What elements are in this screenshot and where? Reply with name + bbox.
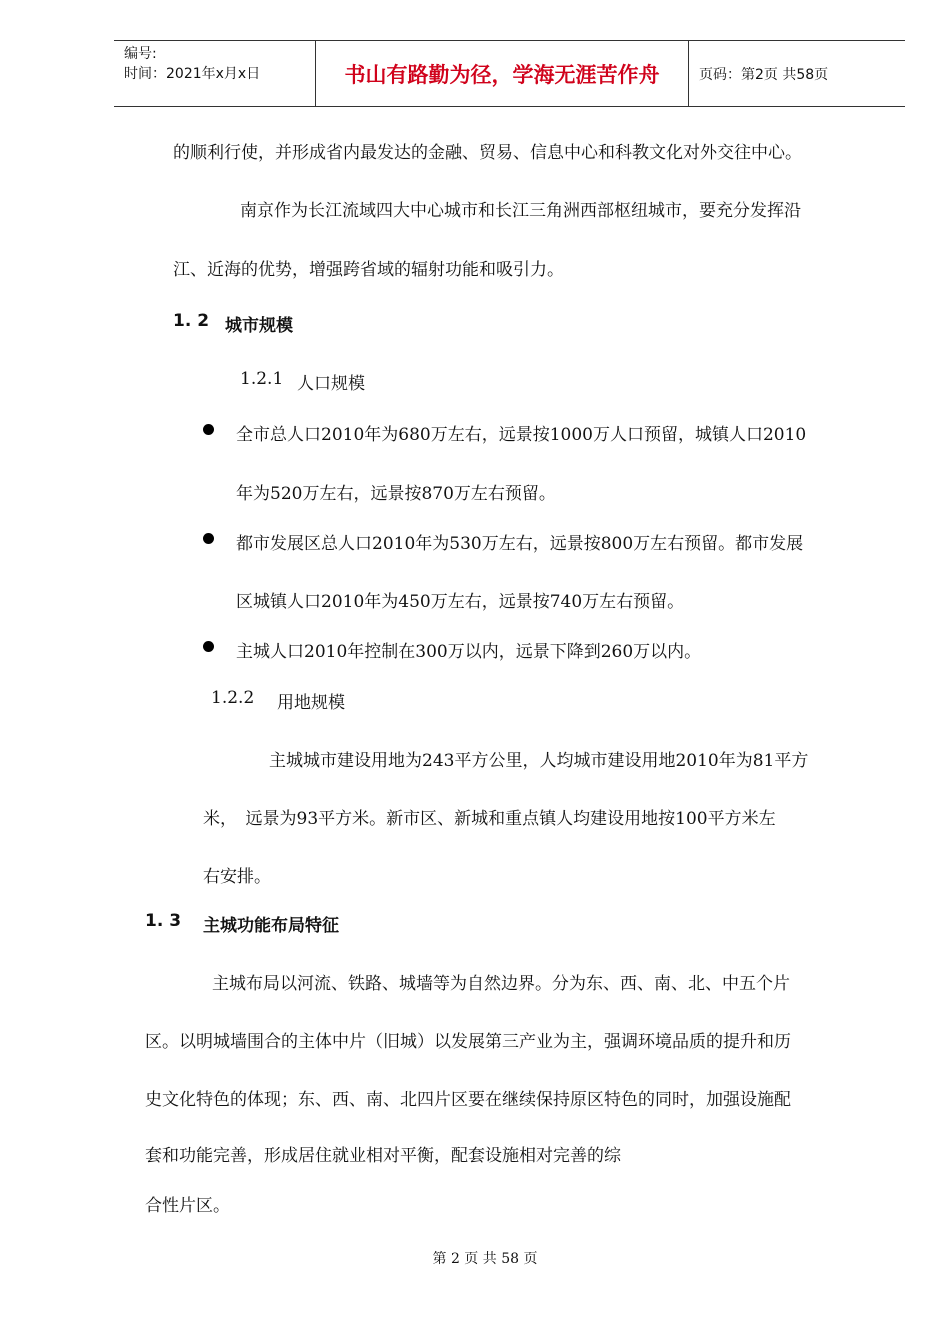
header-motto: 书山有路勤为径，学海无涯苦作舟 bbox=[316, 41, 689, 106]
paragraph-line: 主城城市建设用地为243平方公里，人均城市建设用地2010年为81平方 bbox=[269, 751, 809, 771]
bullet-line: 全市总人口2010年为680万左右，远景按1000万人口预留，城镇人口2010 bbox=[236, 425, 807, 445]
paragraph-line: 南京作为长江流域四大中心城市和长江三角洲西部枢纽城市，要充分发挥沿 bbox=[240, 201, 801, 221]
paragraph-line: 右安排。 bbox=[203, 867, 271, 887]
section-title: 主城功能布局特征 bbox=[203, 916, 339, 936]
header-page-info: 页码：第2页 共58页 bbox=[699, 66, 829, 83]
bullet-icon bbox=[203, 641, 214, 652]
subsection-title: 用地规模 bbox=[277, 693, 345, 713]
paragraph-line: 米， 远景为93平方米。新市区、新城和重点镇人均建设用地按100平方米左 bbox=[203, 809, 776, 829]
paragraph-line: 史文化特色的体现；东、西、南、北四片区要在继续保持原区特色的同时，加强设施配 bbox=[145, 1090, 791, 1110]
page-footer: 第 2 页 共 58 页 bbox=[432, 1251, 538, 1267]
bullet-line: 年为520万左右，远景按870万左右预留。 bbox=[236, 484, 556, 504]
bullet-icon bbox=[203, 424, 214, 435]
subsection-number: 1.2.2 bbox=[211, 688, 255, 708]
bullet-line: 主城人口2010年控制在300万以内，远景下降到260万以内。 bbox=[236, 642, 702, 662]
bullet-line: 区城镇人口2010年为450万左右，远景按740万左右预留。 bbox=[236, 592, 685, 612]
number-label: 编号: bbox=[124, 46, 157, 62]
subsection-number: 1.2.1 bbox=[240, 369, 284, 389]
document-header bbox=[114, 40, 905, 107]
paragraph-line: 套和功能完善，形成居住就业相对平衡，配套设施相对完善的综 bbox=[145, 1146, 621, 1166]
time-label: 时间：2021年x月x日 bbox=[124, 66, 261, 82]
section-title: 城市规模 bbox=[225, 316, 293, 336]
paragraph-line: 江、近海的优势，增强跨省域的辐射功能和吸引力。 bbox=[173, 260, 564, 280]
paragraph-line: 区。以明城墙围合的主体中片（旧城）以发展第三产业为主，强调环境品质的提升和历 bbox=[145, 1032, 791, 1052]
subsection-title: 人口规模 bbox=[297, 374, 365, 394]
bullet-icon bbox=[203, 533, 214, 544]
section-number: 1. 3 bbox=[145, 911, 182, 931]
section-number: 1. 2 bbox=[173, 311, 210, 331]
bullet-line: 都市发展区总人口2010年为530万左右，远景按800万左右预留。都市发展 bbox=[236, 534, 804, 554]
header-meta bbox=[114, 41, 316, 106]
paragraph-line: 主城布局以河流、铁路、城墙等为自然边界。分为东、西、南、北、中五个片 bbox=[212, 974, 790, 994]
paragraph-line: 的顺利行使，并形成省内最发达的金融、贸易、信息中心和科教文化对外交往中心。 bbox=[173, 143, 802, 163]
paragraph-line: 合性片区。 bbox=[145, 1196, 230, 1216]
